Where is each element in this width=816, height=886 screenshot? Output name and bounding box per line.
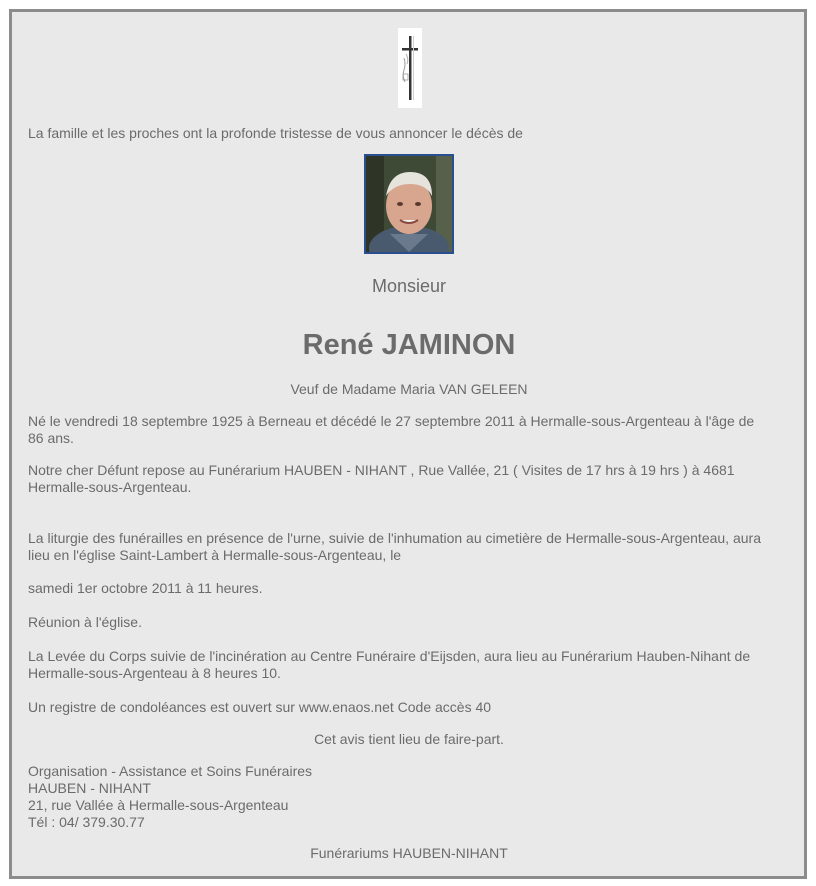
cross-icon bbox=[398, 28, 422, 108]
organisation-address: 21, rue Vallée à Hermalle-sous-Argenteau bbox=[28, 797, 289, 813]
levee-line-2: Hermalle-sous-Argenteau à 8 heures 10. bbox=[28, 665, 281, 681]
birth-line-2: 86 ans. bbox=[28, 430, 74, 446]
person-name: René JAMINON bbox=[302, 329, 516, 361]
ceremony-date: samedi 1er octobre 2011 à 11 heures. bbox=[28, 580, 263, 596]
person-title: Monsieur bbox=[371, 276, 447, 296]
meeting-text: Réunion à l'église. bbox=[28, 614, 142, 630]
organisation-line-2: HAUBEN - NIHANT bbox=[28, 780, 151, 796]
footer-signature: Funérariums HAUBEN-NIHANT bbox=[310, 845, 508, 861]
liturgy-line-1: La liturgie des funérailles en présence de l'urne, suivie de l'inhumation au cimetière de Hermalle-sous-Argenteau, aura bbox=[28, 530, 761, 546]
organisation-phone: Tél : 04/ 379.30.77 bbox=[28, 814, 145, 830]
birth-line-1: Né le vendredi 18 septembre 1925 à Berneau et décédé le 27 septembre 2011 à Hermalle-sous-Argenteau à l'âge de bbox=[28, 413, 755, 429]
portrait-photo bbox=[364, 154, 454, 254]
register-text: Un registre de condoléances est ouvert sur www.enaos.net Code accès 40 bbox=[28, 699, 492, 715]
liturgy-line-2: lieu en l'église Saint-Lambert à Hermalle-sous-Argenteau, le bbox=[28, 547, 402, 563]
spouse-text: Veuf de Madame Maria VAN GELEEN bbox=[290, 381, 528, 397]
intro-text: La famille et les proches ont la profonde tristesse de vous annoncer le décès de bbox=[28, 125, 523, 141]
repose-line-1: Notre cher Défunt repose au Funérarium HAUBEN - NIHANT , Rue Vallée, 21 ( Visites de 17 hrs à 19 hrs ) à 4681 bbox=[28, 462, 735, 478]
notice-text: Cet avis tient lieu de faire-part. bbox=[314, 731, 504, 747]
obituary-card bbox=[9, 9, 807, 879]
levee-line-1: La Levée du Corps suivie de l'incinération au Centre Funéraire d'Eijsden, aura lieu au Funérarium Hauben-Nihant de bbox=[28, 648, 751, 664]
organisation-line-1: Organisation - Assistance et Soins Funéraires bbox=[28, 763, 313, 779]
repose-line-2: Hermalle-sous-Argenteau. bbox=[28, 479, 192, 495]
